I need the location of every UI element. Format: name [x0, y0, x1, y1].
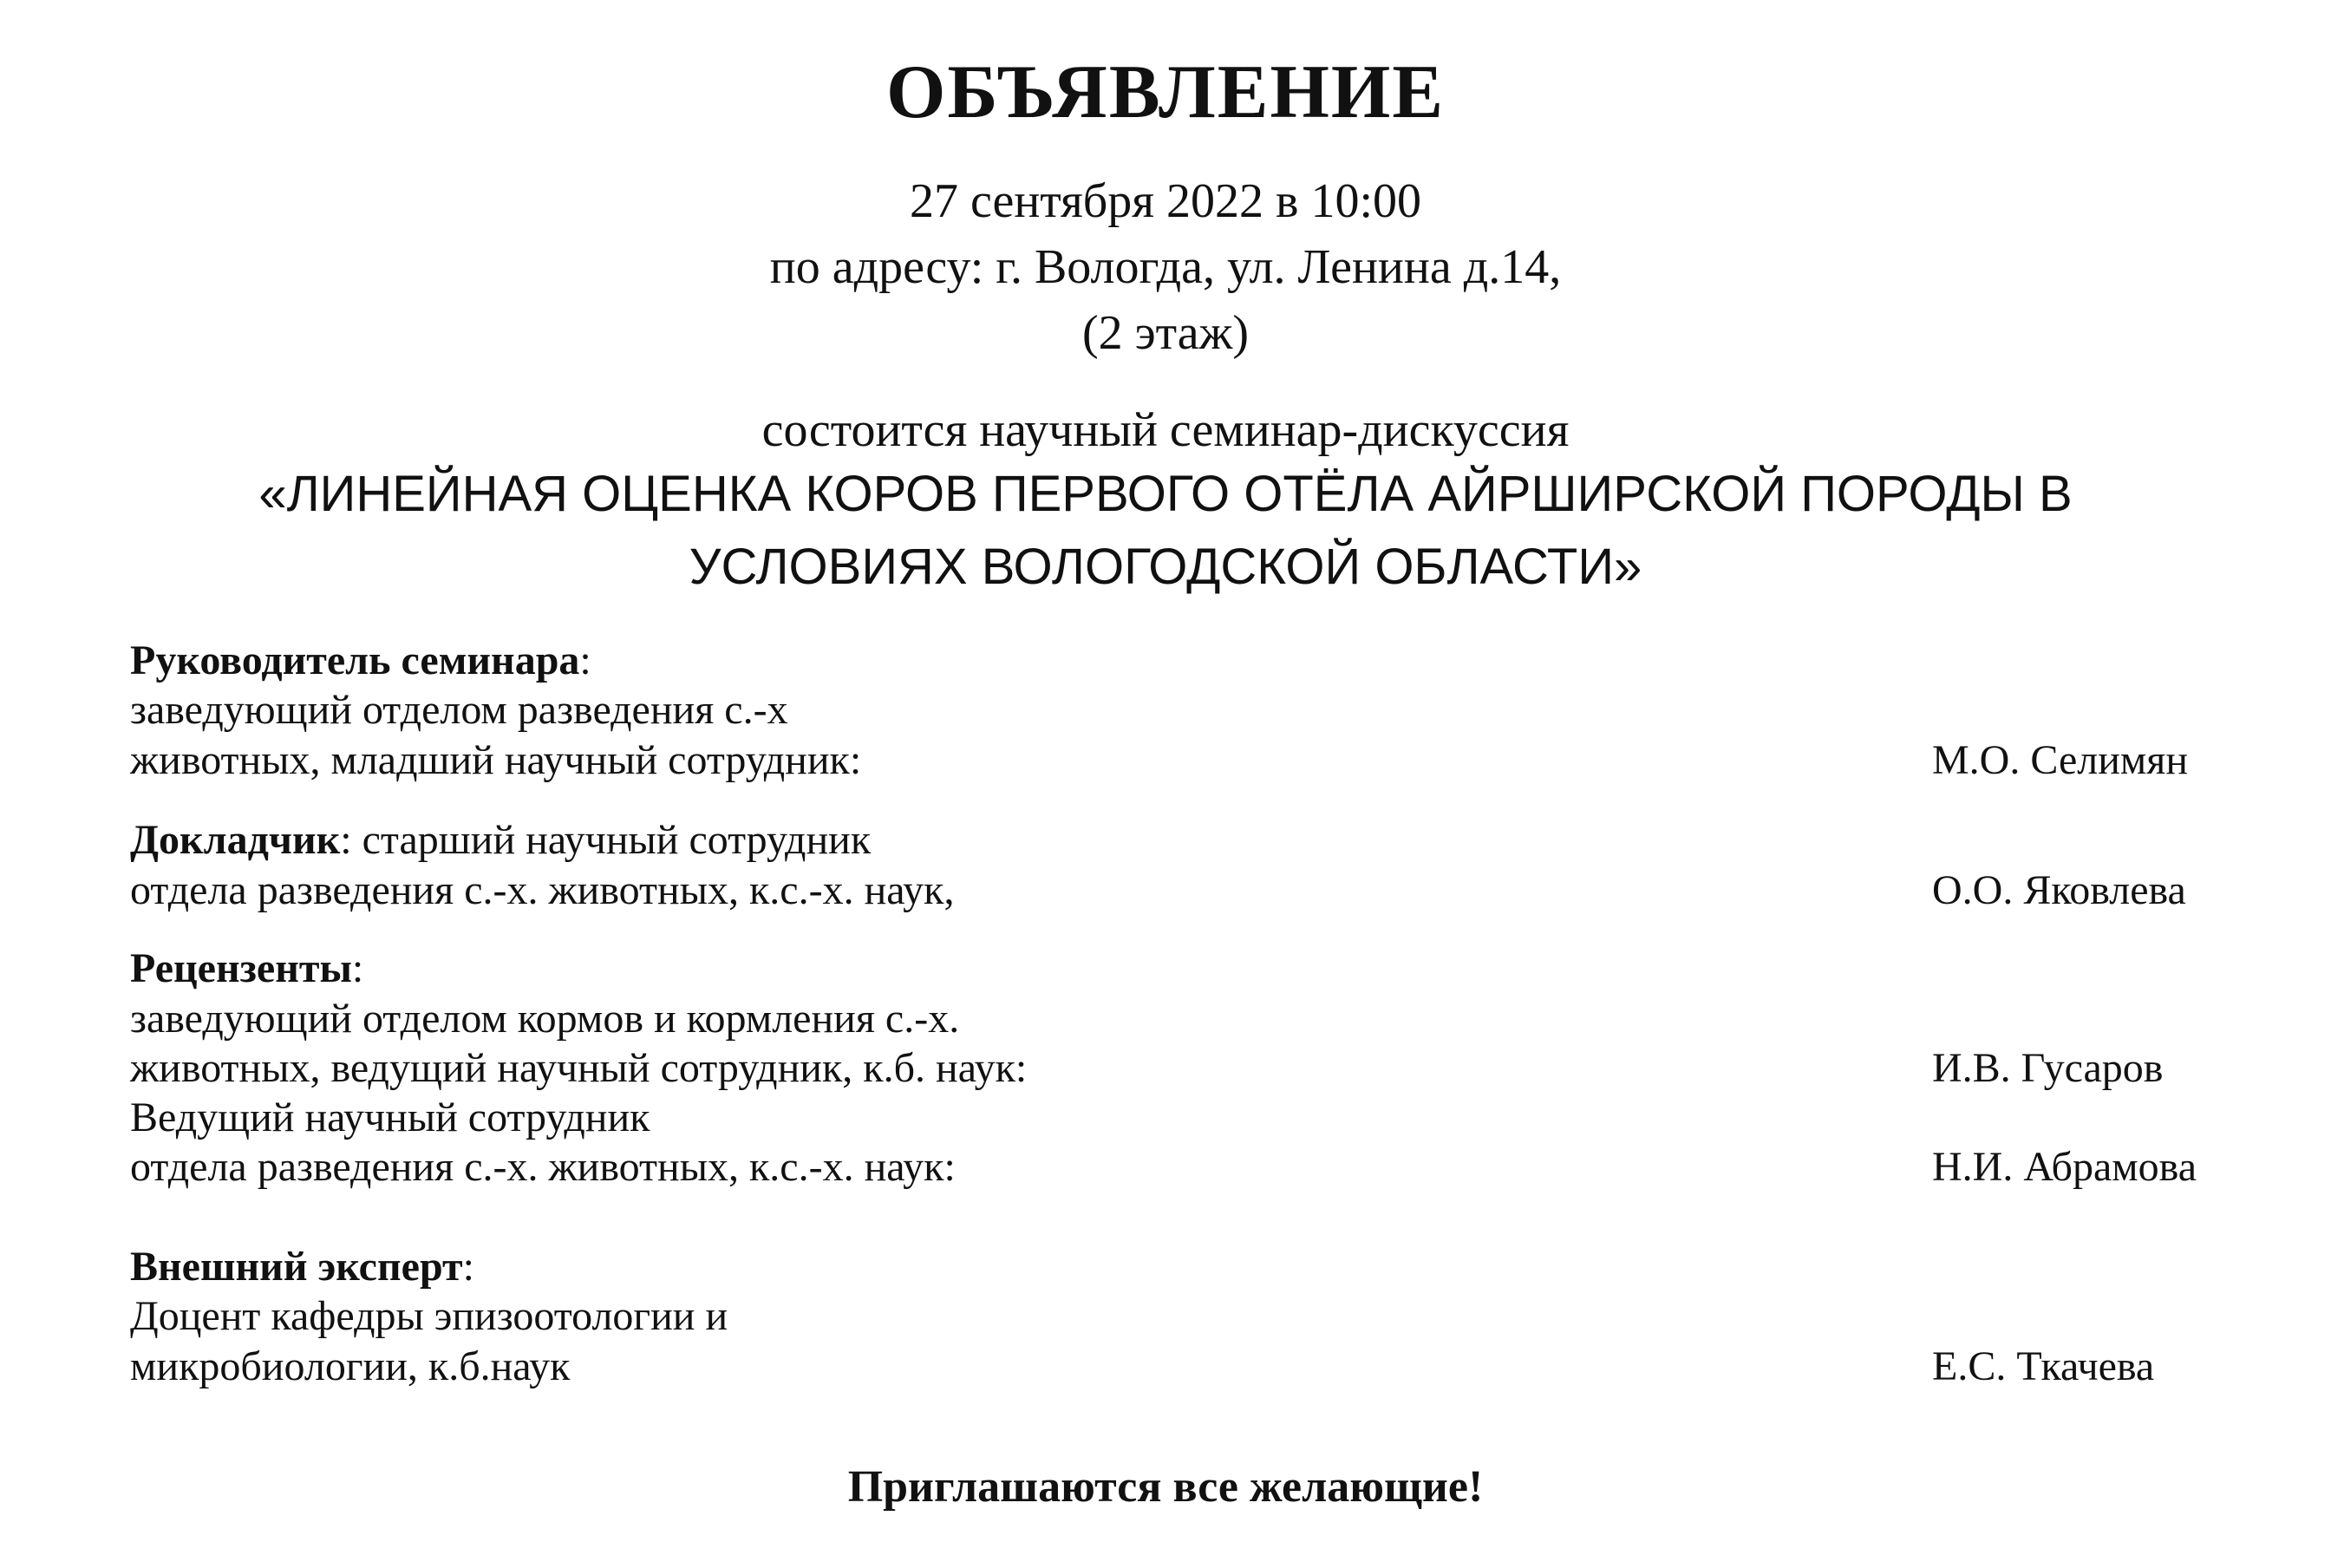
reviewers-heading: Рецензенты: [130, 945, 352, 991]
expert-position-line-1: Доцент кафедры эпизоотологии и: [130, 1293, 728, 1339]
floor-line: (2 этаж): [1081, 306, 1250, 360]
expert-heading: Внешний эксперт: [130, 1244, 463, 1290]
reviewers-heading-row: [130, 944, 2255, 994]
expert-heading-colon: :: [462, 1244, 474, 1290]
address-line: по адресу: г. Вологда, ул. Ленина д.14,: [769, 240, 1562, 294]
speaker-heading-row: [130, 815, 2255, 866]
reviewer-1-name: И.В. Гусаров: [1932, 1045, 2164, 1091]
date-line: 27 сентября 2022 в 10:00: [909, 174, 1422, 228]
speaker-heading: Докладчик: [130, 817, 341, 863]
seminar-topic-line-2: УСЛОВИЯХ ВОЛОГОДСКОЙ ОБЛАСТИ»: [689, 539, 1642, 595]
speaker-name: О.О. Яковлева: [1932, 867, 2186, 913]
head-name: М.О. Селимян: [1932, 737, 2189, 783]
seminar-lead-line: состоится научный семинар-дискуссия: [761, 403, 1570, 457]
head-position-line-1: заведующий отделом разведения с.-х: [130, 687, 788, 733]
reviewers-heading-colon: :: [351, 945, 364, 991]
reviewer-2-position-line-2: отдела разведения с.-х. животных, к.с.-х. наук:: [130, 1144, 956, 1190]
head-heading-colon: :: [579, 637, 591, 683]
head-position-line-2: животных, младший научный сотрудник:: [130, 737, 862, 783]
seminar-topic-line-1: «ЛИНЕЙНАЯ ОЦЕНКА КОРОВ ПЕРВОГО ОТЁЛА АЙРШИРСКОЙ ПОРОДЫ В: [258, 466, 2073, 522]
announcement-title: ОБЪЯВЛЕНИЕ: [885, 50, 1446, 134]
speaker-position-line-1: : старший научный сотрудник: [340, 817, 872, 863]
head-heading-row: [130, 636, 2255, 686]
reviewer-1-position-line-2: животных, ведущий научный сотрудник, к.б. наук:: [130, 1045, 1028, 1091]
reviewer-1-position-line-1: заведующий отделом кормов и кормления с.-х.: [130, 996, 960, 1042]
head-heading: Руководитель семинара: [130, 637, 580, 683]
expert-position-line-2: микробиологии, к.б.наук: [130, 1343, 571, 1389]
reviewer-2-position-line-1: Ведущий научный сотрудник: [130, 1094, 650, 1140]
expert-heading-row: [130, 1242, 2255, 1292]
reviewer-2-name: Н.И. Абрамова: [1932, 1144, 2197, 1190]
invitation-footer: Приглашаются все желающие!: [847, 1462, 1484, 1512]
speaker-position-line-2: отдела разведения с.-х. животных, к.с.-х. наук,: [130, 867, 955, 913]
expert-name: Е.С. Ткачева: [1932, 1343, 2155, 1389]
